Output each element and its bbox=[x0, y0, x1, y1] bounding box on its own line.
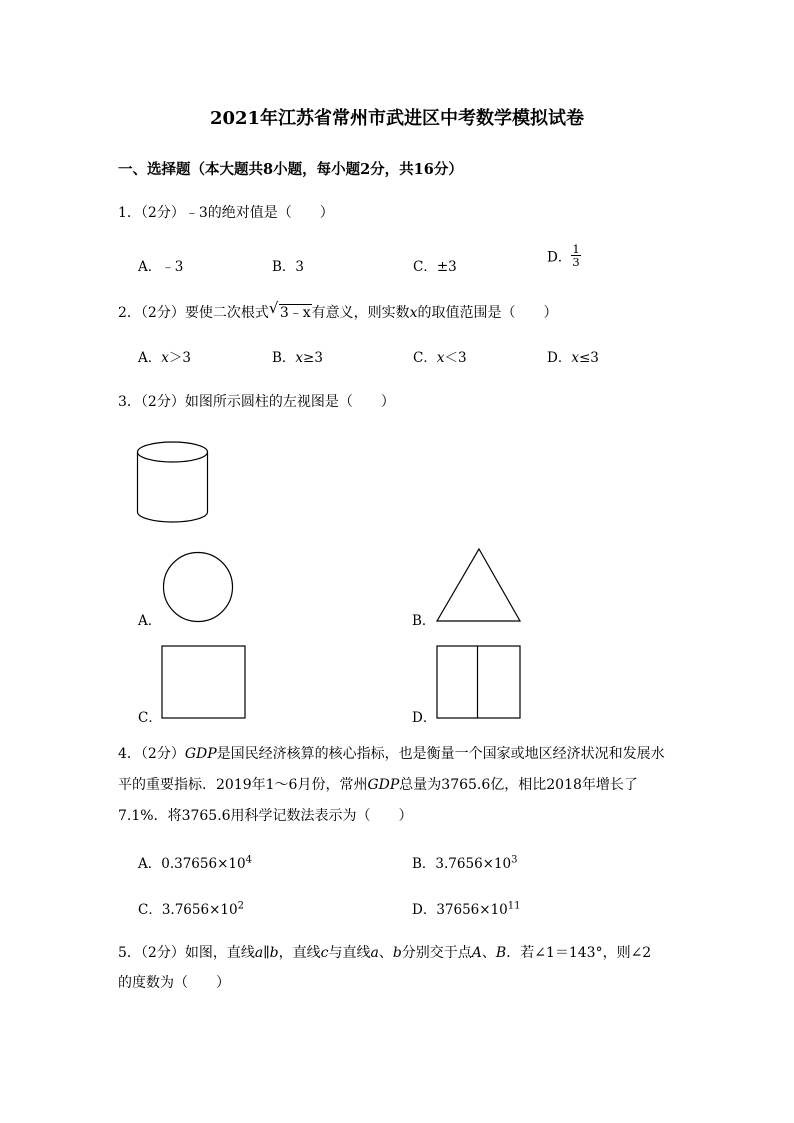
sqrt-symbol: √ bbox=[268, 299, 279, 317]
q4-l1-pre: 4．（2分） bbox=[118, 746, 185, 762]
q3-triangle-figure bbox=[436, 548, 522, 624]
q4-l2-post: 总量为3765.6亿，相比2018年增长了 bbox=[399, 777, 638, 793]
q3-rectangle-figure bbox=[161, 645, 247, 720]
q4-a-text: A．0.37656×10 bbox=[138, 856, 246, 872]
q4-a-exp: 4 bbox=[245, 854, 252, 866]
q5-t3: 、 bbox=[378, 945, 393, 961]
q4-option-a bbox=[138, 852, 252, 872]
q2-option-c bbox=[413, 346, 467, 366]
q4-c-exp: 2 bbox=[237, 900, 244, 912]
q1-fraction-numerator: 1 bbox=[572, 242, 580, 256]
cylinder-figure bbox=[136, 438, 210, 524]
q5-b2: b bbox=[392, 945, 402, 961]
q4-option-b bbox=[412, 852, 518, 872]
question-4-line-1 bbox=[118, 741, 665, 767]
question-1-stem: 1．（2分）﹣3的绝对值是（ ） bbox=[118, 205, 334, 221]
q4-option-d bbox=[412, 898, 521, 918]
q2-b-rest: ≥3 bbox=[303, 350, 323, 366]
question-5-line-1 bbox=[118, 940, 651, 966]
q5-t2: 与直线 bbox=[328, 945, 371, 961]
q2-c-var: x bbox=[436, 350, 445, 366]
q2-a-label: A． bbox=[138, 350, 162, 366]
q2-option-d bbox=[547, 346, 599, 366]
q2-radicand: 3﹣x bbox=[279, 305, 311, 321]
q4-c-text: C．3.7656×10 bbox=[138, 902, 238, 918]
q5-point-b: B bbox=[495, 945, 507, 961]
q2-stem-post-b: 的取值范围是（ ） bbox=[417, 305, 558, 321]
q2-d-var: x bbox=[571, 350, 579, 366]
q4-l2-pre: 平的重要指标．2019年1～6月份，常州 bbox=[118, 777, 368, 793]
q4-option-c bbox=[138, 898, 244, 918]
q2-c-label: C． bbox=[413, 350, 437, 366]
q4-d-text: D．37656×10 bbox=[412, 902, 508, 918]
q1-fraction-denominator: 3 bbox=[572, 255, 580, 269]
q2-c-rest: ＜3 bbox=[444, 350, 467, 366]
q2-b-label: B． bbox=[272, 350, 296, 366]
q4-l1-gdp: GDP bbox=[184, 746, 217, 762]
q5-c1: c bbox=[320, 945, 329, 961]
q4-b-text: B．3.7656×10 bbox=[412, 856, 512, 872]
q3-option-b: B． bbox=[412, 613, 436, 629]
question-3-stem: 3．（2分）如图所示圆柱的左视图是（ ） bbox=[118, 394, 395, 410]
q1-option-a: A．﹣3 bbox=[138, 259, 184, 275]
q2-a-var: x bbox=[161, 350, 169, 366]
q1-option-d-label: D． bbox=[547, 249, 572, 266]
question-4-line-3: 7.1%．将3765.6用科学记数法表示为（ ） bbox=[118, 808, 413, 824]
q5-a2: a bbox=[370, 945, 379, 961]
q3-circle-figure bbox=[162, 551, 236, 625]
q5-a1: a bbox=[254, 945, 264, 961]
q2-stem-pre: 2．（2分）要使二次根式 bbox=[118, 305, 269, 321]
q5-parallel: ∥ bbox=[263, 945, 270, 961]
q5-b1: b bbox=[269, 945, 279, 961]
q5-t5: 、 bbox=[481, 945, 496, 961]
q1-option-d-fraction bbox=[571, 243, 580, 268]
question-2-stem bbox=[118, 299, 558, 322]
question-5-line-2: 的度数为（ ） bbox=[118, 975, 230, 991]
q1-option-c: C．±3 bbox=[413, 259, 457, 275]
q3-option-c: C． bbox=[138, 710, 162, 726]
question-4-line-2 bbox=[118, 772, 638, 798]
q4-d-exp: 11 bbox=[507, 900, 521, 912]
q3-divided-rectangle-figure bbox=[436, 645, 522, 720]
q2-a-rest: ＞3 bbox=[168, 350, 191, 366]
q2-stem-post-a: 有意义，则实数 bbox=[311, 305, 410, 321]
q4-b-exp: 3 bbox=[511, 854, 518, 866]
q2-b-var: x bbox=[295, 350, 304, 366]
q5-t1: ，直线 bbox=[278, 945, 321, 961]
q4-l1-post: 是国民经济核算的核心指标，也是衡量一个国家或地区经济状况和发展水 bbox=[216, 746, 665, 762]
q5-t6: ．若∠1＝143°，则∠2 bbox=[506, 945, 652, 961]
q2-d-rest: ≤3 bbox=[578, 350, 599, 366]
page-title: 2021年江苏省常州市武进区中考数学模拟试卷 bbox=[209, 108, 585, 129]
q5-pre: 5．（2分）如图，直线 bbox=[118, 945, 255, 961]
q5-point-a: A bbox=[471, 945, 482, 961]
q2-var: x bbox=[409, 305, 418, 321]
q4-l2-gdp: GDP bbox=[367, 777, 400, 793]
q1-option-b: B．3 bbox=[272, 259, 305, 275]
q2-d-label: D． bbox=[547, 350, 572, 366]
q1-option-d bbox=[547, 243, 581, 268]
q3-option-a: A． bbox=[138, 613, 162, 629]
section-heading: 一、选择题（本大题共8小题，每小题2分，共16分） bbox=[118, 161, 463, 178]
q3-option-d: D． bbox=[412, 710, 437, 726]
q2-option-a bbox=[138, 346, 191, 366]
q5-t4: 分别交于点 bbox=[401, 945, 472, 961]
q2-sqrt bbox=[268, 299, 312, 322]
q2-option-b bbox=[272, 346, 323, 366]
